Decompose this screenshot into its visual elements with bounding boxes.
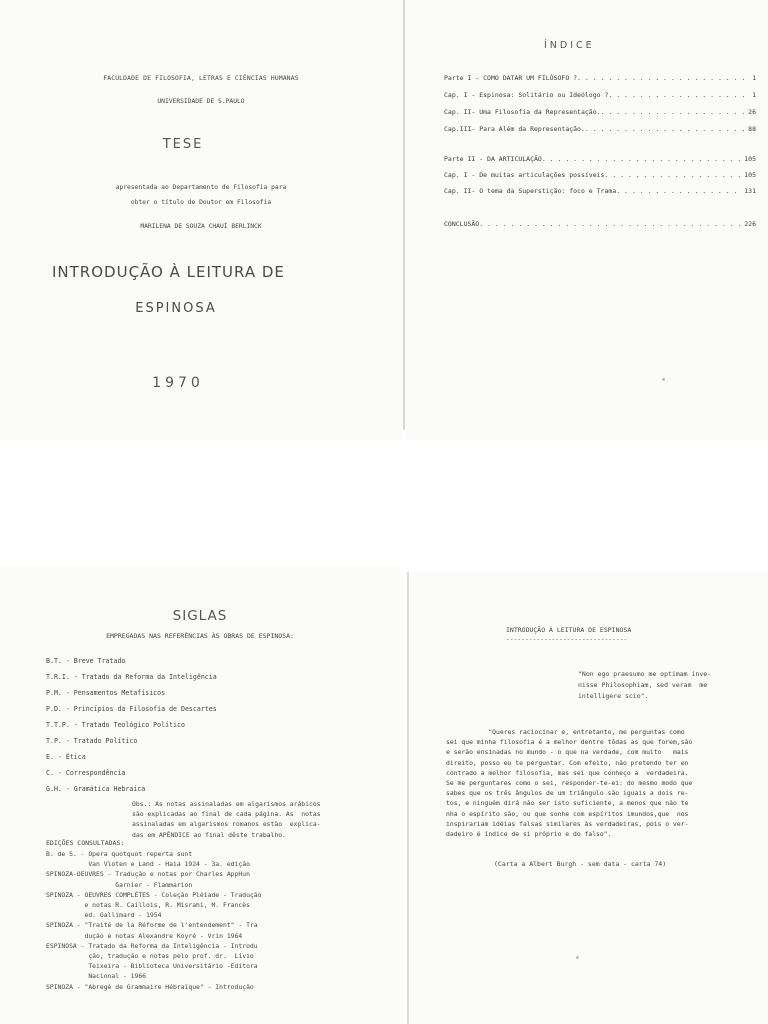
notes-observation: Obs.: As notas assinaladas em algarismos arábicos são explicadas ao final de cada página. As notas assinaladas em algarismos romanos estão explica- das em APÊNDICE ao final dêste trabalho. — [132, 800, 321, 839]
spinoza-quote: "Queres raciocinar e, entretanto, me perguntas como sei que minha filosofia é a melhor dentre tôdas as que forem,são e serão ensinadas no mundo - o que na verdade, com muito mais direito, posso eu te perguntar. Com efeito, não pretendo ter en contrado a melhor filosofia, mas sei que conheço a verdadeira. Se me perguntares como o sei, responder-te-ei: do mesmo modo que sabes que os três ângulos de um triângulo são iguais a dois re- tos, e ninguém dirá não ser isto suficiente, a menos que não te nha o espírito são, ou que sonhe com espíritos imundos,que nos inspirariam idéias falsas similares às verdadeiras, pois o ver- dadeiro é índice de si próprio e do falso". — [446, 728, 693, 839]
presented-line-1: apresentada ao Departamento de Filosofia para — [115, 184, 287, 191]
sigla-item: C. - Correspondência — [46, 769, 126, 777]
page-speck — [662, 378, 665, 381]
introduction-heading: INTRODUÇÃO À LEITURA DE ESPINOSA — [506, 626, 632, 634]
faculty-name: FACULDADE DE FILOSOFIA, LETRAS E CIÊNCIAS HUMANAS — [103, 75, 299, 82]
sigla-item: P.D. - Princípios da Filosofia de Descartes — [46, 705, 217, 713]
toc-entry: Parte I - COMO DATAR UM FILÓSOFO ? . . . 1 — [444, 74, 756, 84]
sigla-item: B.T. - Breve Tratado — [46, 657, 126, 665]
editions-heading: EDIÇÕES CONSULTADAS: — [46, 839, 125, 847]
sigla-item: T.P. - Tratado Político — [46, 737, 138, 745]
heading-underline: -------------------------------- — [506, 636, 628, 643]
introduction-page — [410, 572, 768, 1024]
toc-entry: Cap. II- Uma Filosofia da Representação. . . . 26 — [444, 108, 756, 118]
sigla-item: E. - Ética — [46, 753, 86, 761]
toc-entry: Cap. II- O tema da Superstição: foco e Trama . . . 131 — [444, 187, 756, 197]
toc-entry: Cap. I - Espinosa: Solitário ou Ideólogo ? . . . 1 — [444, 91, 756, 101]
sigla-item: T.R.I. - Tratado da Reforma da Inteligência — [46, 673, 217, 681]
editions-list: B. de S. - Opera quotquot reperta sunt Van Vloten e Land - Haia 1924 - 3a. edição SPINOZA-OEUVRES - Tradução e notas por Charles AppHun Garnier - Flammarion SPINOZA - OEUVRES COMPLÈTES - Coleção Pléiade - Tradução e notas R. Caillois, R. Misrahi, M. Francès ed. Gallimard - 1954 SPINOZA - "Traité de la Réforme de l'entendement" - Tra dução e notas Alexandre Koyré - Vrin 1964 ESPINOSA - Tratado da Reforma da Inteligência - Introdu ção, tradução e notas pelo prof. dr. Lívio Teixeira - Biblioteca Universitário -Editora Nacional - 1966 SPINOZA - "Abregé de Grammaire Hébraïque" - Introdução — [46, 850, 262, 991]
index-page — [406, 0, 768, 440]
quote-citation: (Carta a Albert Burgh - sem data - carta 74) — [494, 860, 667, 868]
latin-epigraph: "Non ego praesumo me optimam inve- nisse Philosophiam, sed veram me intelligere scio". — [578, 670, 712, 700]
index-heading: ÍNDICE — [544, 40, 595, 51]
page-gutter — [403, 0, 405, 430]
toc-entry: Parte II - DA ARTICULAÇÃO . . . 105 — [444, 155, 756, 165]
sigla-item: G.H. - Gramática Hebraica — [46, 785, 146, 793]
presented-line-2: obter o título de Doutor em Filosofia — [130, 199, 272, 206]
thesis-title-line-2: ESPINOSA — [135, 301, 217, 316]
abbreviations-page — [0, 566, 400, 1024]
toc-entry: Cap. I - De muitas articulações possíveis . . . 105 — [444, 171, 756, 181]
title-page — [0, 0, 402, 440]
university-name: UNIVERSIDADE DE S.PAULO — [157, 98, 245, 105]
author-name: MARILENA DE SOUZA CHAUÍ BERLINCK — [140, 223, 262, 230]
page-speck — [576, 956, 579, 959]
toc-entry: Cap.III- Para Além da Representação. . . . 88 — [444, 125, 756, 135]
siglas-subheading: EMPREGADAS NAS REFERÊNCIAS ÀS OBRAS DE ESPINOSA: — [106, 632, 294, 640]
thesis-title-line-1: INTRODUÇÃO À LEITURA DE — [52, 263, 285, 281]
page-gutter — [407, 572, 409, 1024]
tese-label: TESE — [162, 137, 204, 152]
sigla-item: T.T.P. - Tratado Teológico Político — [46, 721, 185, 729]
thesis-year: 1970 — [152, 375, 204, 391]
siglas-heading: SIGLAS — [172, 608, 228, 624]
sigla-item: P.M. - Pensamentos Metafísicos — [46, 689, 166, 697]
toc-entry: CONCLUSÃO . . . 226 — [444, 220, 756, 230]
